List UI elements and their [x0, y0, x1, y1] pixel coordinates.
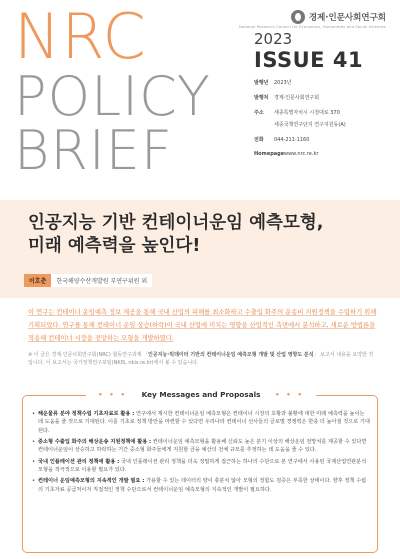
info-row-homepage [254, 151, 394, 157]
info-value: 044-211-1160 [274, 137, 310, 143]
issue-number: ISSUE 41 [254, 48, 364, 72]
author-row [24, 274, 152, 287]
note-suffix: 」 보고서 내용을 요약한 것입니다. 이 보고서는 국가정책연구포털(NKIS, nkis.re.kr)에서 볼 수 있습니다. [28, 352, 374, 366]
author-name: 이호춘 [24, 274, 51, 287]
brand-nrc: NRC [14, 0, 147, 73]
cover-header [0, 0, 400, 200]
title-dots-right: • • • [269, 390, 310, 399]
abstract-text: 이 연구는 컨테이너 운임예측 정보 제공을 통해 국내 산업의 피해를 최소화하고 수출입 화주의 운송비 지원정책을 수립하기 위해 기획되었다. 연구를 통해 컨테이너 운임 상승(하락)이 국내 산업에 미치는 영향을 산업적인 측면에서 분석하고, 새로운 방법론을 적용해 컨테이너 시장을 전망하는 모형을 개발하였다. [28, 309, 377, 342]
source-note [28, 352, 378, 368]
info-row-year [254, 79, 394, 86]
note-prefix: ※ 이 글은 경제·인문사회연구회(NRC) 협동연구과제 「 [28, 352, 149, 358]
list-item [32, 410, 370, 435]
logo-subtitle: National Research Council for Economics, Humanities and Social Sciences [238, 25, 386, 29]
key-messages-list [32, 410, 370, 497]
info-key: 발행년 [254, 80, 269, 86]
key-messages-box [22, 390, 378, 553]
info-key: Homepage [254, 151, 285, 157]
abstract [28, 307, 378, 346]
info-row-address-2 [254, 121, 394, 128]
note-report-title: 인공지능·빅데이터 기반의 컨테이너운임 예측모형 개발 및 산업 영향도 분석 [148, 352, 314, 358]
info-value: 2023년 [274, 80, 292, 86]
list-item [32, 477, 370, 494]
headline-line-1: 인공지능 기반 컨테이너운임 예측모형, [28, 213, 324, 233]
item-body: 연구에서 제시한 컨테이너운임 예측모형은 컨테이너 시장의 호황과 불황에 대한 미래 예측력을 높이는 데 도움을 줄 것으로 기대된다. 이를 기초로 정책 방안을 마련할 수 있다면 우리나라 컨테이너 선사들의 글로벌 경쟁력은 한층 더 높아질 것으로 기대된다. [38, 411, 370, 434]
info-row-phone [254, 136, 394, 143]
item-body: 국내 인플레이션 관리 정책을 더욱 정밀하게 접근하는 하나의 수단으로 본 연구에서 사용된 국제산업연관분석 모형을 적극적으로 이용할 필요가 있다. [38, 458, 367, 473]
brand-policy: POLICY [14, 65, 211, 128]
author-affiliation: 한국해양수산개발원 부연구위원 외 [51, 274, 152, 287]
title-dots-left: • • • [92, 390, 133, 399]
info-value: 세종특별자치시 시청대로 370 [274, 110, 340, 116]
issue-year: 2023 [254, 30, 293, 48]
publication-info [254, 79, 394, 165]
key-messages-title [23, 390, 379, 399]
item-head: 해운물류 분야 정책수립 기초자료로 활용 : [38, 411, 135, 417]
info-value: 세종국책연구단지 연구지원동(A) [274, 122, 346, 128]
list-item [32, 458, 370, 475]
info-row-address [254, 109, 394, 116]
headline [28, 212, 378, 258]
item-head: 국내 인플레이션 관리 정책에 활용 : [38, 458, 120, 465]
key-messages-title-text: Key Messages and Proposals [136, 390, 267, 399]
info-value: 경제·인문사회연구회 [274, 95, 320, 101]
item-head: 컨테이너 운임예측모형의 지속적인 개발 필요 : [38, 478, 145, 485]
nrc-logo-icon [291, 10, 305, 24]
homepage-link[interactable]: www.nrc.re.kr [284, 151, 319, 157]
item-body: 가용할 수 있는 데이터의 양이 충분치 않아 모형의 정합도 검증은 부족한 상태이다. 향후 정책 수립의 기초자료 공급처이자 직접적인 정책 수단으로서 컨테이너운임 예측모형의 지속적인 개발이 필요하다. [38, 478, 367, 493]
info-key: 주소 [254, 110, 264, 116]
brand-brief: BRIEF [14, 119, 173, 182]
item-head: 중소형 수출입 화주의 해상운송 지원정책에 활용 : [38, 438, 152, 445]
list-item [32, 438, 370, 455]
info-row-publisher [254, 94, 394, 101]
info-key: 전화 [254, 137, 264, 143]
logo-name: 경제·인문사회연구회 [308, 13, 386, 23]
nrc-logo [291, 10, 386, 24]
info-key: 발행처 [254, 95, 269, 101]
item-body: 컨테이너운임 예측모형을 활용해 신뢰도 높은 분기 이상의 해상운임 전망치를 제공할 수 있다면 컨테이너운임이 상승하고 하락하는 기간 중소형 화주들에게 지원할 금융 예산의 전체 규모를 추정하는 데 도움을 줄 수 있다. [38, 438, 367, 454]
headline-line-2: 미래 예측력을 높인다! [28, 235, 201, 256]
